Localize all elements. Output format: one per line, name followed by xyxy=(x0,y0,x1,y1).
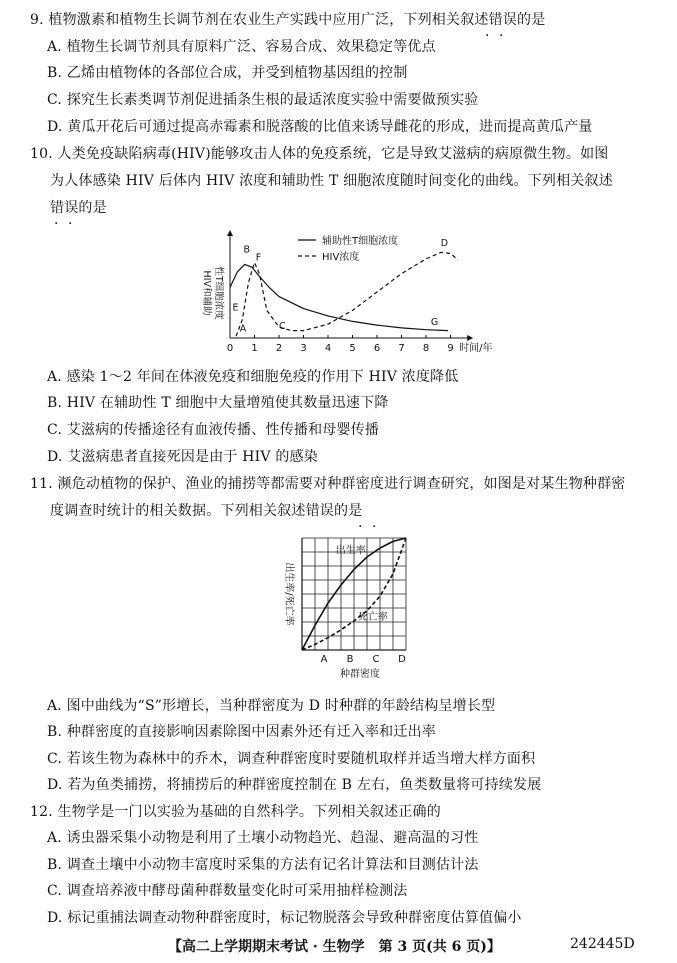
footer-title: 【高二上学期期末考试 · 生物学 第 3 页(共 6 页)】 xyxy=(168,939,501,955)
x-tick-label: 6 xyxy=(373,343,381,354)
q10-option-b: B. HIV 在辅助性 T 细胞中大量增殖使其数量迅速下降 xyxy=(47,395,389,411)
emphasis-dot: · xyxy=(485,28,490,44)
point-label-A: A xyxy=(239,323,247,335)
legend-helper-t-cell-label: 辅助性T细胞浓度 xyxy=(322,236,399,247)
x-tick-label: B xyxy=(346,654,354,665)
x-axis-arrow xyxy=(467,335,473,341)
x-tick-label: C xyxy=(372,654,380,665)
q11-option-b: B. 种群密度的直接影响因素除图中因素外还有迁入率和迁出率 xyxy=(47,724,436,740)
x-tick-label: 1 xyxy=(251,343,258,354)
x-axis-label: 时间/年 xyxy=(459,343,493,354)
hiv-legend xyxy=(298,234,398,263)
q11-option-d: D. 若为鱼类捕捞，将捕捞后的种群密度控制在 B 左右，鱼类数量将可持续发展 xyxy=(47,777,542,793)
q10-stem-line-2: 为人体感染 HIV 后体内 HIV 浓度和辅助性 T 细胞浓度随时间变化的曲线。下列相关叙述 xyxy=(50,173,613,189)
q9-option-d: D. 黄瓜开花后可通过提高赤霉素和脱落酸的比值来诱导雌花的形成，进而提高黄瓜产量 xyxy=(47,119,593,135)
q9-stem: 9. 植物激素和植物生长调节剂在农业生产实践中应用广泛，下列相关叙述错误的是 xyxy=(30,12,546,28)
x-tick-label: 4 xyxy=(324,343,332,354)
death-rate-label: 死亡率 xyxy=(357,611,388,623)
q9-option-b: B. 乙烯由植物体的各部位合成，并受到植物基因组的控制 xyxy=(47,65,408,81)
q10-option-d: D. 艾滋病患者直接死因是由于 HIV 的感染 xyxy=(47,449,318,465)
q12-option-c: C. 调查培养液中酵母菌种群数量变化时可采用抽样检测法 xyxy=(47,883,408,899)
q12-stem: 12. 生物学是一门以实验为基础的自然科学。下列相关叙述正确的 xyxy=(30,804,441,820)
emphasis-dot: · xyxy=(68,216,73,232)
footer-code: 242445D xyxy=(570,936,635,952)
point-label-B: B xyxy=(243,244,251,256)
q12-option-a: A. 诱虫器采集小动物是利用了土壤小动物趋光、趋湿、避高温的习性 xyxy=(47,830,479,846)
emphasis-dot: · xyxy=(358,519,363,535)
y-axis-label: 出生率/死亡率 xyxy=(283,562,294,626)
x-tick-label: 9 xyxy=(447,343,454,354)
population-chart xyxy=(270,532,430,690)
hiv-series xyxy=(230,252,458,336)
q11-stem-line-1: 11. 濒危动植物的保护、渔业的捕捞等都需要对种群密度进行调查研究，如图是对某生物种群密 xyxy=(30,476,626,492)
q9-option-c: C. 探究生长素类调节剂促进插条生根的最适浓度实验中需要做预实验 xyxy=(47,92,479,108)
q12-option-d: D. 标记重捕法调查动物种群密度时，标记物脱落会导致种群密度估算值偏小 xyxy=(47,910,522,926)
legend-hiv-label: HIV浓度 xyxy=(322,252,360,263)
x-tick-label: D xyxy=(398,654,406,665)
x-tick-label: 0 xyxy=(226,343,234,354)
y-axis-arrow xyxy=(227,230,233,236)
q11-option-c: C. 若该生物为森林中的乔木，调查种群密度时要随机取样并适当增大样方面积 xyxy=(47,751,536,767)
point-label-F: F xyxy=(255,252,262,264)
q10-option-a: A. 感染 1～2 年间在体液免疫和细胞免疫的作用下 HIV 浓度降低 xyxy=(47,369,459,385)
x-tick-label: 8 xyxy=(422,343,430,354)
x-tick-label: 5 xyxy=(349,343,356,354)
x-tick-label: 3 xyxy=(300,343,307,354)
hiv-chart xyxy=(190,228,510,360)
q11-option-a: A. 图中曲线为“S”形增长，当种群密度为 D 时种群的年龄结构呈增长型 xyxy=(47,698,496,714)
emphasis-dot: · xyxy=(372,519,377,535)
q9-option-a: A. 植物生长调节剂具有原料广泛、容易合成、效果稳定等优点 xyxy=(47,39,436,55)
point-label-G: G xyxy=(430,317,439,329)
q10-option-c: C. 艾滋病的传播途径有血液传播、性传播和母婴传播 xyxy=(47,422,380,438)
series-helper-t-cell-line xyxy=(230,264,448,330)
x-tick-label: 7 xyxy=(398,343,405,354)
q11-stem-line-2: 度调查时统计的相关数据。下列相关叙述错误的是 xyxy=(50,503,363,519)
point-label-E: E xyxy=(232,302,239,314)
birth-rate-label: 出生率 xyxy=(335,545,366,557)
emphasis-dot: · xyxy=(499,28,504,44)
emphasis-dot: · xyxy=(54,216,59,232)
point-label-D: D xyxy=(440,238,449,249)
q10-stem-line-1: 10. 人类免疫缺陷病毒(HIV)能够攻击人体的免疫系统，它是导致艾滋病的病原微生物。如图 xyxy=(30,146,609,162)
y-axis-label-2: 性T细胞浓度 xyxy=(213,266,224,320)
y-axis-label: HIV和辅助 xyxy=(201,270,212,316)
x-axis-label: 种群密度 xyxy=(340,669,380,680)
q10-stem-line-3: 错误的是 xyxy=(50,200,107,216)
point-label-C: C xyxy=(279,320,286,332)
x-tick-label: 2 xyxy=(275,343,283,354)
series-hiv-line xyxy=(236,252,458,336)
q12-option-b: B. 调查土壤中小动物丰富度时采集的方法有记名计算法和目测估计法 xyxy=(47,857,479,873)
x-tick-label: A xyxy=(320,654,328,665)
